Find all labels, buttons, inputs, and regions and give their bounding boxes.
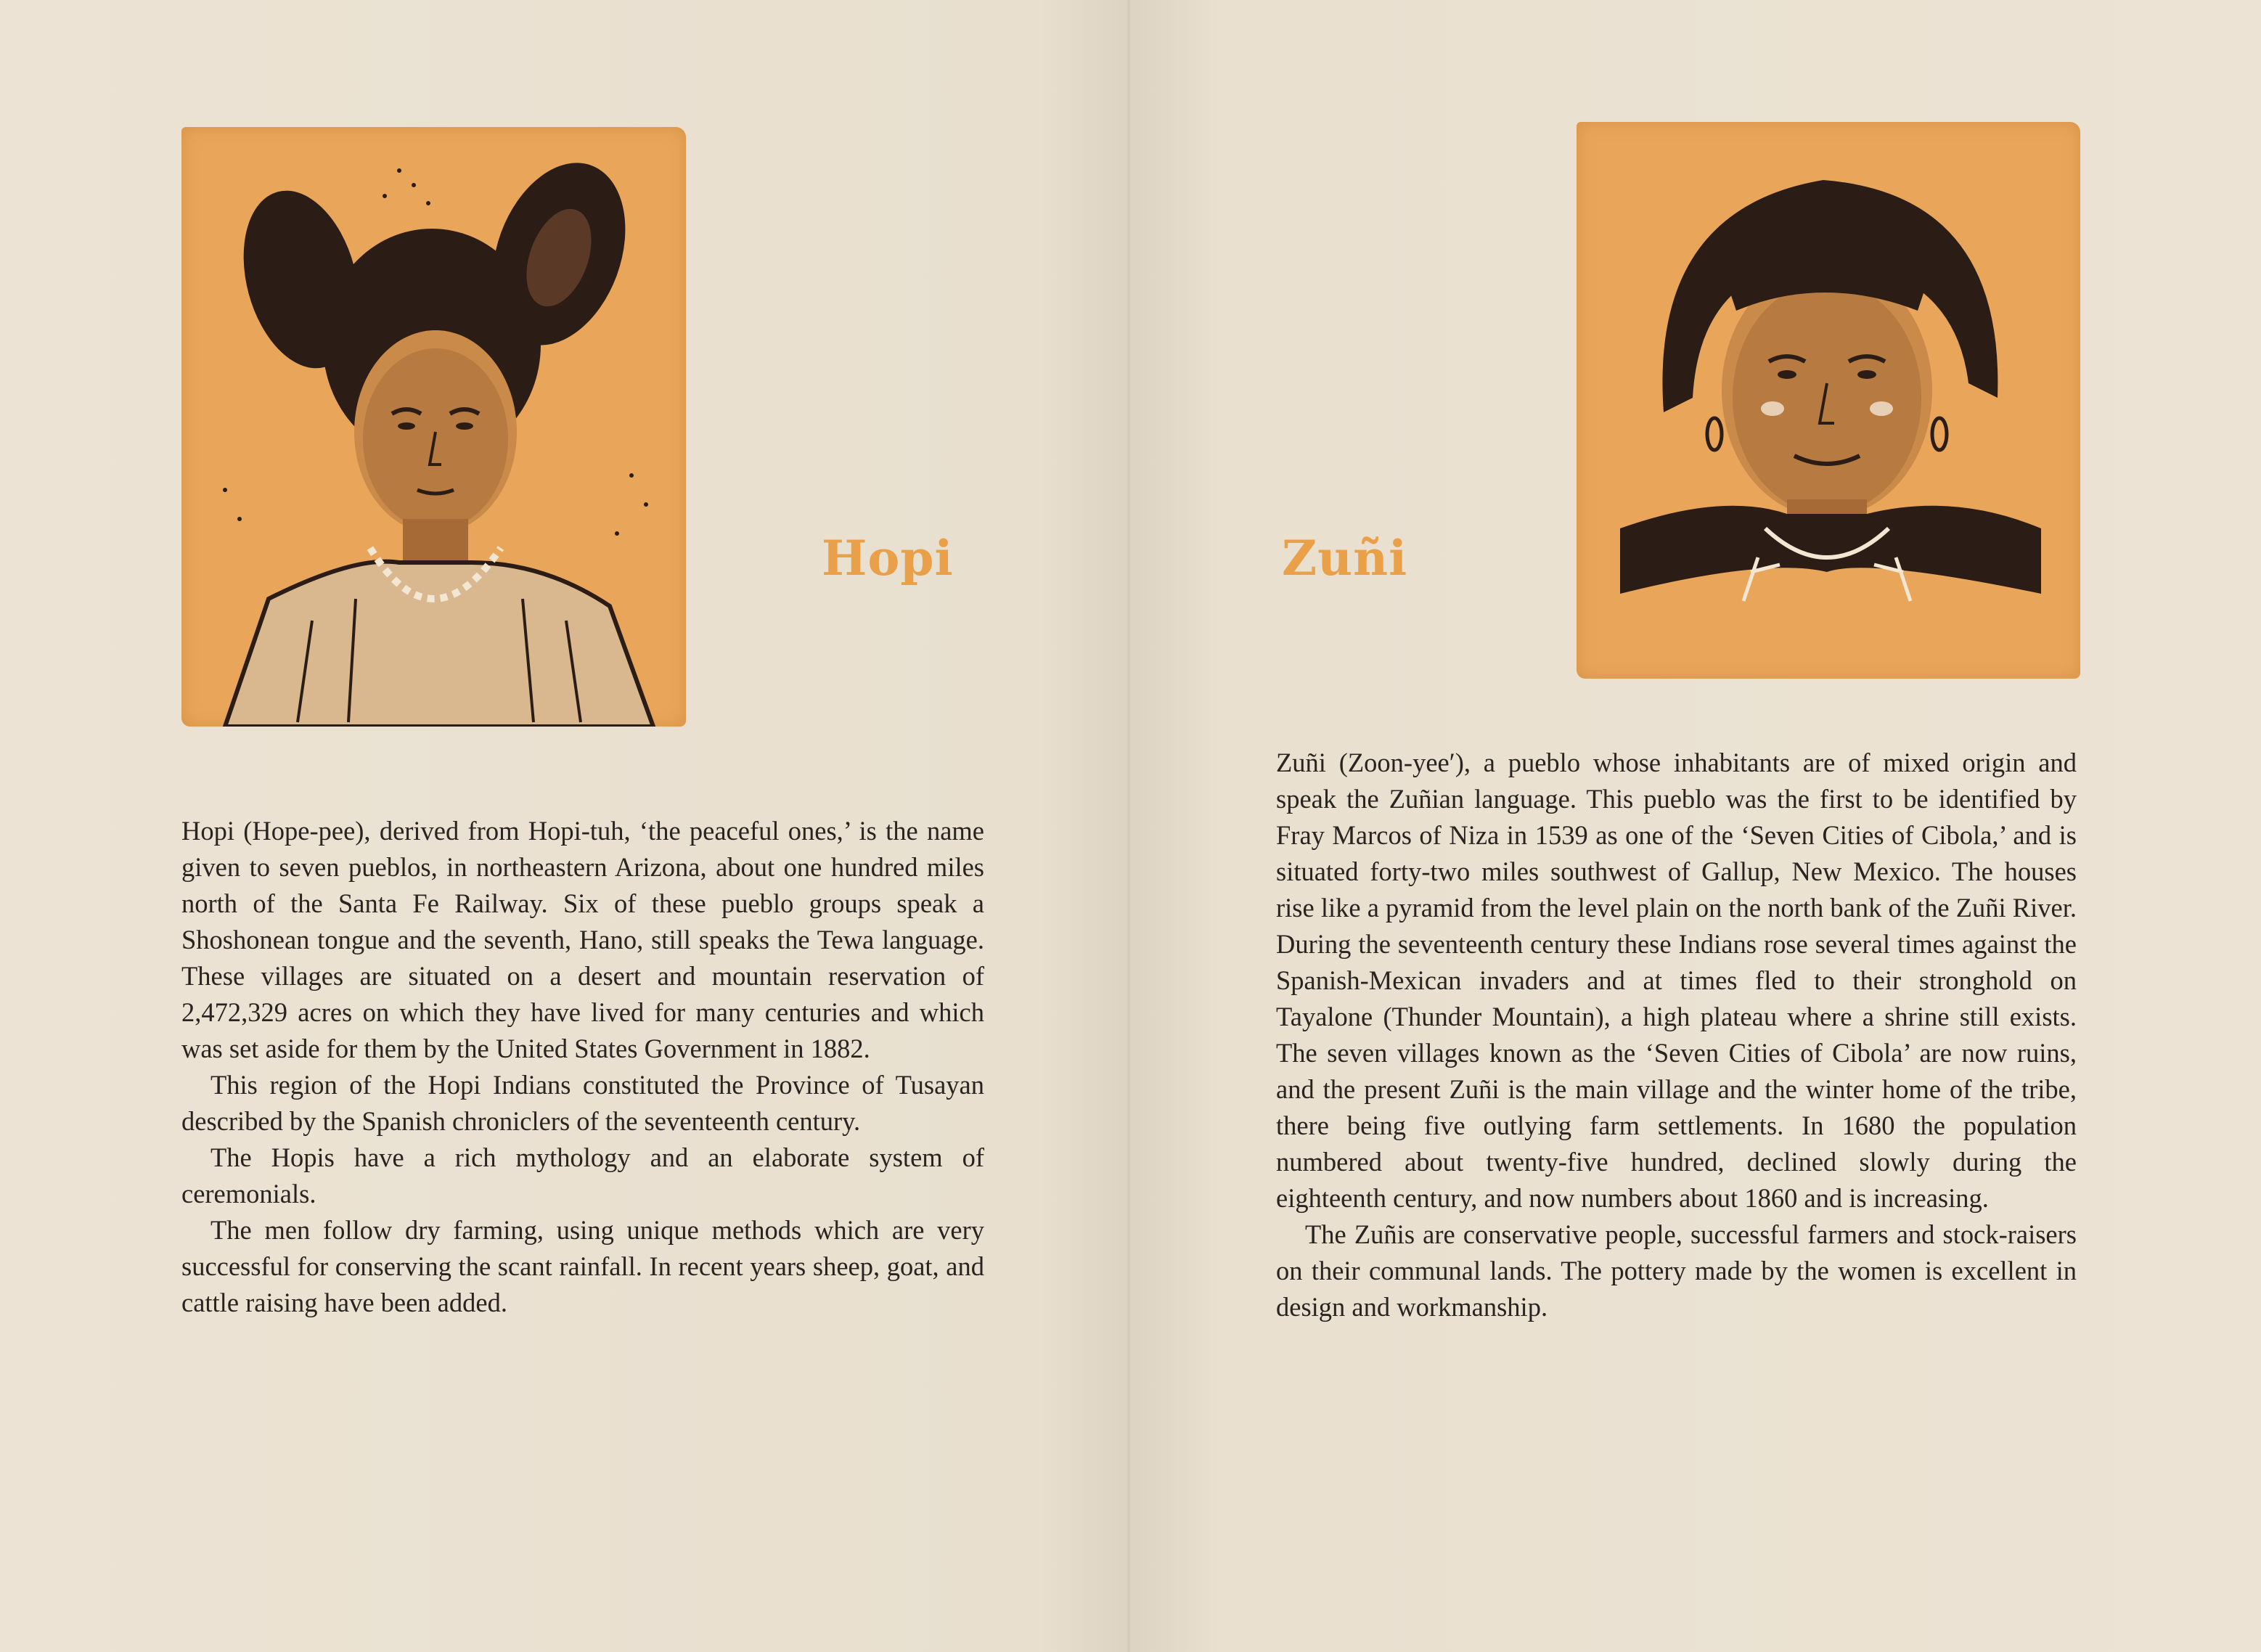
left-page [0,0,1130,1652]
hopi-description [181,813,984,1321]
zuni-paragraph-1: Zuñi (Zoon-yee′), a pueblo whose inhabitants are of mixed origin and speak the Zuñian language. This pueblo was the first to be identified by Fray Marcos of Niza in 1539 as one of the ‘Seven Cities of Cibola,’ and is situated forty-two miles southwest of Gallup, New Mexico. The houses rise like a pyramid from the level plain on the north bank of the Zuñi River. During the seventeenth century these Indians rose several times against the Spanish-Mexican invaders and at times fled to their stronghold on Tayalone (Thunder Mountain), a high plateau where a shrine still exists. The seven villages known as the ‘Seven Cities of Cibola’ are now ruins, and the present Zuñi is the main village and the winter home of the tribe, there being five outlying farm settlements. In 1680 the population numbered about twenty-five hundred, declined slowly during the eighteenth century, and now numbers about 1860 and is increasing. [1276,748,2077,1213]
hopi-paragraph-4: The men follow dry farming, using unique methods which are very successful for conserving the scant rainfall. In recent years sheep, goat, and cattle raising have been added. [181,1215,984,1317]
zuni-title: Zuñi [1282,530,1408,586]
zuni-portrait-illustration [1577,122,2080,679]
hopi-title: Hopi [822,530,954,586]
hopi-paragraph-1: Hopi (Hope-pee), derived from Hopi-tuh, ‘the peaceful ones,’ is the name given to seven pueblos, in northeastern Arizona, about one hundred miles north of the Santa Fe Railway. Six of these pueblo groups speak a Shoshonean tongue and the seventh, Hano, still speaks the Tewa language. These villages are situated on a desert and mountain reservation of 2,472,329 acres on which they have lived for many centuries and which was set aside for them by the United States Government in 1882. [181,816,984,1063]
hopi-paragraph-3: The Hopis have a rich mythology and an elaborate system of ceremonials. [181,1142,984,1209]
hopi-paragraph-2: This region of the Hopi Indians constituted the Province of Tusayan described by the Spanish chroniclers of the seventeenth century. [181,1070,984,1136]
right-page [1130,0,2261,1652]
zuni-description [1276,745,2077,1325]
zuni-paragraph-2: The Zuñis are conservative people, successful farmers and stock-raisers on their communal lands. The pottery made by the women is excellent in design and workmanship. [1276,1219,2077,1322]
hopi-portrait-illustration [181,127,686,727]
